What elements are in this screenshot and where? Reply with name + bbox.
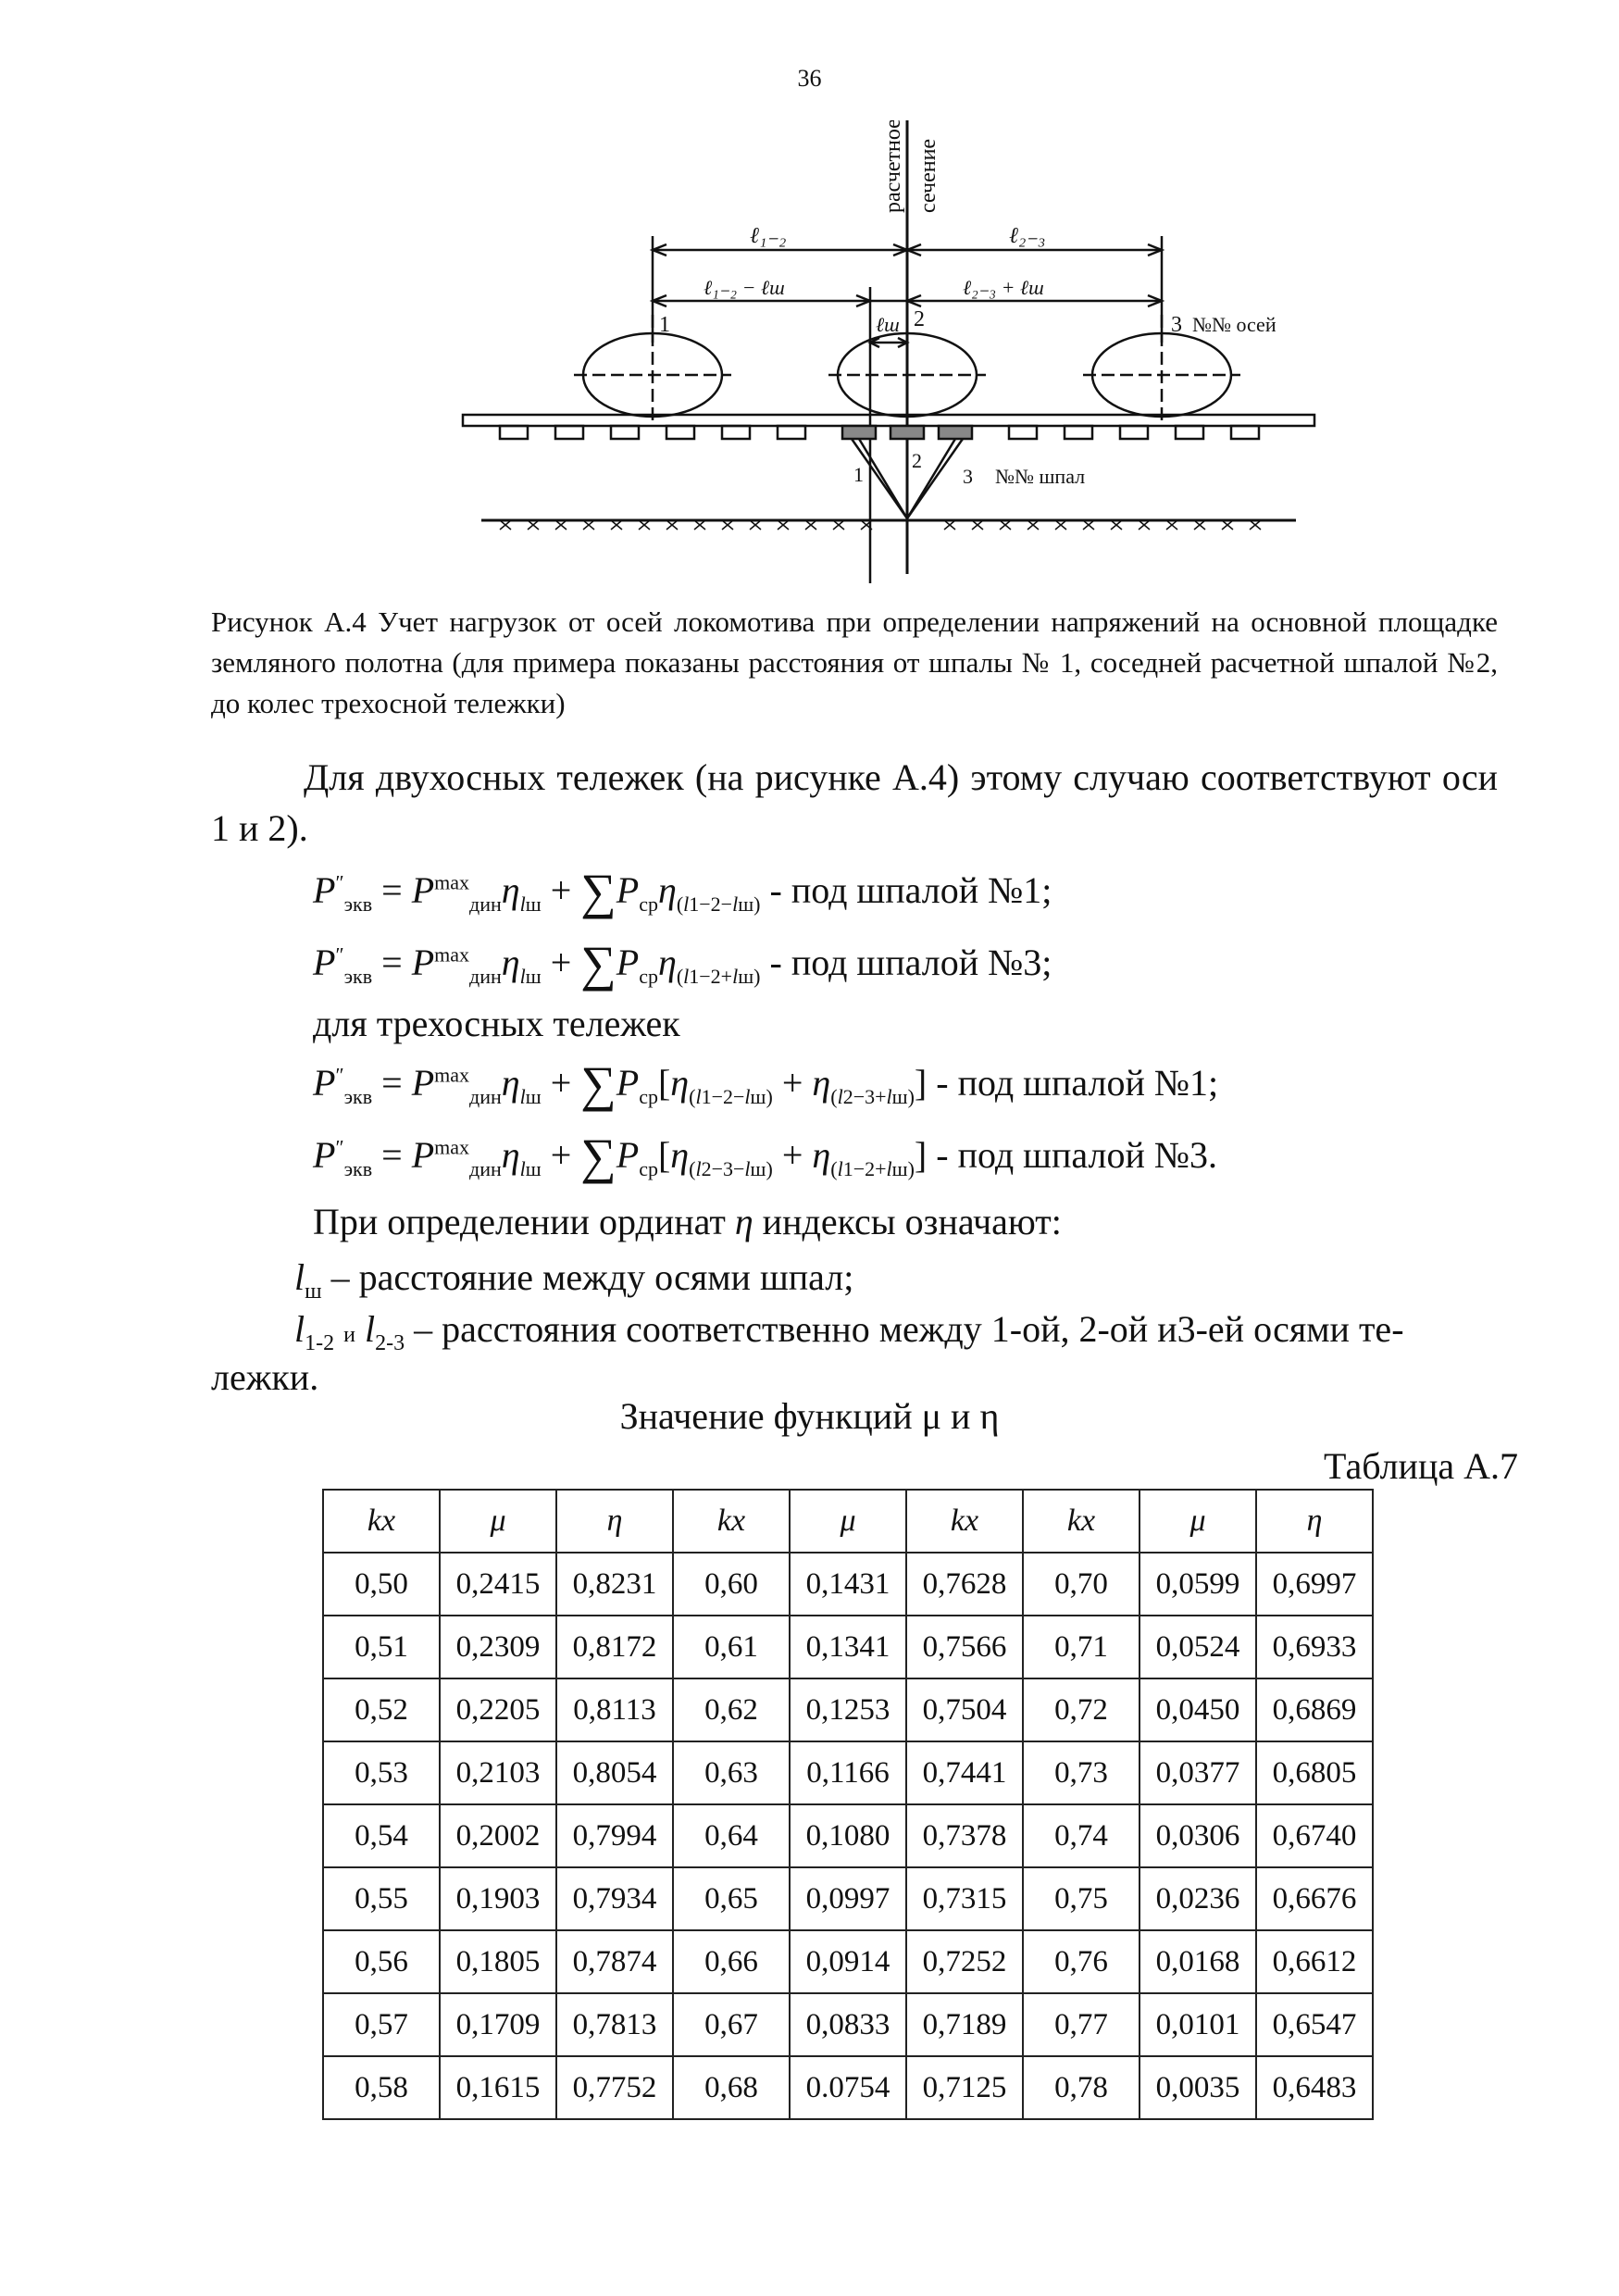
table-row bbox=[323, 2056, 1373, 2119]
sleepers-label: №№ шпал bbox=[995, 465, 1086, 488]
table-cell: 0,6997 bbox=[1256, 1553, 1373, 1616]
table-cell: 0,60 bbox=[673, 1553, 790, 1616]
table-cell: 0,50 bbox=[323, 1553, 440, 1616]
dim-l12: ℓ₁₋₂ bbox=[750, 224, 787, 248]
table-cell: 0,2103 bbox=[440, 1741, 556, 1804]
table-cell: 0,78 bbox=[1023, 2056, 1140, 2119]
table-cell: 0,0377 bbox=[1140, 1741, 1256, 1804]
dim-l23-plus: ℓ₂₋₃ + ℓш bbox=[963, 276, 1044, 299]
table-cell: 0,54 bbox=[323, 1804, 440, 1867]
table-cell: 0,2415 bbox=[440, 1553, 556, 1616]
table-cell: 0,8113 bbox=[556, 1678, 673, 1741]
formula-3: $P''_{экв} = P^{max}_{дин}\eta_{lш} + \sum P_{ср}[\eta_{(l1-2-lш)} + \eta_{(l2-3+lш)}]$ - под шпалой №1; bbox=[313, 1056, 1219, 1112]
header-cell: kx bbox=[323, 1490, 440, 1553]
table-cell: 0,7752 bbox=[556, 2056, 673, 2119]
formula-4: $P''_{экв} = P^{max}_{дин}\eta_{lш} + \sum P_{ср}[\eta_{(l2-3-lш)} + \eta_{(l1-2+lш)}]$ - под шпалой №3. bbox=[313, 1129, 1218, 1184]
table-cell: 0,0035 bbox=[1140, 2056, 1256, 2119]
table-cell: 0,0524 bbox=[1140, 1616, 1256, 1678]
table-cell: 0,7315 bbox=[906, 1867, 1023, 1930]
table-cell: 0,0997 bbox=[790, 1867, 906, 1930]
table-cell: 0,8172 bbox=[556, 1616, 673, 1678]
definition-lsh: $l_ш$ – расстояние между осями шпал; bbox=[294, 1256, 854, 1304]
header-cell: μ bbox=[440, 1490, 556, 1553]
section-label-2: сечение bbox=[916, 138, 940, 213]
table-cell: 0,55 bbox=[323, 1867, 440, 1930]
table-cell: 0,1253 bbox=[790, 1678, 906, 1741]
table-cell: 0,6869 bbox=[1256, 1678, 1373, 1741]
table-cell: 0,57 bbox=[323, 1993, 440, 2056]
table-cell: 0,76 bbox=[1023, 1930, 1140, 1993]
table-row bbox=[323, 1678, 1373, 1741]
para2-symbol: η bbox=[734, 1201, 753, 1242]
definition-l12-l23: $l_{1-2}$ и $l_{2-3}$ – расстояния соответственно между 1-ой, 2-ой и3-ей осями те- bbox=[294, 1308, 1404, 1355]
section-label: расчетное bbox=[881, 120, 905, 213]
table-cell: 0,61 bbox=[673, 1616, 790, 1678]
formula-2-note: - под шпалой №3; bbox=[769, 942, 1052, 983]
para2-prefix: При определении ординат bbox=[313, 1201, 726, 1242]
table-cell: 0,67 bbox=[673, 1993, 790, 2056]
table-cell: 0,8054 bbox=[556, 1741, 673, 1804]
table-cell: 0,7566 bbox=[906, 1616, 1023, 1678]
table-row bbox=[323, 1553, 1373, 1616]
rail bbox=[463, 415, 1314, 426]
table-cell: 0,77 bbox=[1023, 1993, 1140, 2056]
table-cell: 0,0306 bbox=[1140, 1804, 1256, 1867]
table-cell: 0,0168 bbox=[1140, 1930, 1256, 1993]
formula-4-note: - под шпалой №3. bbox=[936, 1134, 1218, 1176]
header-cell: kx bbox=[906, 1490, 1023, 1553]
formula-2: $P''_{экв} = P^{max}_{дин}\eta_{lш} + \sum P_{ср}\eta_{(l1-2+lш)}$ - под шпалой №3; bbox=[313, 936, 1052, 992]
table-cell: 0,65 bbox=[673, 1867, 790, 1930]
axles-label: №№ осей bbox=[1192, 313, 1277, 336]
figure-a4 bbox=[444, 120, 1333, 583]
table-cell: 0,7874 bbox=[556, 1930, 673, 1993]
sleeper-2-label: 2 bbox=[912, 449, 922, 472]
table-cell: 0,0599 bbox=[1140, 1553, 1256, 1616]
definition-continuation: лежки. bbox=[211, 1356, 319, 1398]
table-cell: 0,51 bbox=[323, 1616, 440, 1678]
table-cell: 0,1166 bbox=[790, 1741, 906, 1804]
table-cell: 0,52 bbox=[323, 1678, 440, 1741]
table-cell: 0,1805 bbox=[440, 1930, 556, 1993]
table-cell: 0,75 bbox=[1023, 1867, 1140, 1930]
table-cell: 0,6805 bbox=[1256, 1741, 1373, 1804]
formula-3-note: - под шпалой №1; bbox=[936, 1062, 1219, 1104]
table-cell: 0,7252 bbox=[906, 1930, 1023, 1993]
table-row bbox=[323, 1616, 1373, 1678]
table-cell: 0,62 bbox=[673, 1678, 790, 1741]
table-cell: 0,1903 bbox=[440, 1867, 556, 1930]
table-cell: 0,7441 bbox=[906, 1741, 1023, 1804]
table-row bbox=[323, 1741, 1373, 1804]
table-cell: 0,1709 bbox=[440, 1993, 556, 2056]
table-cell: 0,64 bbox=[673, 1804, 790, 1867]
table-cell: 0,7378 bbox=[906, 1804, 1023, 1867]
formula-1: $P''_{экв} = P^{max}_{дин}\eta_{lш} + \sum P_{ср}\eta_{(l1-2-lш)}$ - под шпалой №1; bbox=[313, 864, 1052, 919]
table-cell: 0,63 bbox=[673, 1741, 790, 1804]
table-cell: 0,6676 bbox=[1256, 1867, 1373, 1930]
locomotive-load-diagram bbox=[444, 120, 1333, 583]
table-cell: 0,1615 bbox=[440, 2056, 556, 2119]
table-row bbox=[323, 1930, 1373, 1993]
dim-l23: ℓ₂₋₃ bbox=[1009, 224, 1046, 248]
table-cell: 0,53 bbox=[323, 1741, 440, 1804]
table-cell: 0,70 bbox=[1023, 1553, 1140, 1616]
table-cell: 0,2002 bbox=[440, 1804, 556, 1867]
table-cell: 0.0754 bbox=[790, 2056, 906, 2119]
table-cell: 0,6612 bbox=[1256, 1930, 1373, 1993]
sleepers bbox=[500, 426, 1259, 439]
table-cell: 0,1341 bbox=[790, 1616, 906, 1678]
table-cell: 0,66 bbox=[673, 1930, 790, 1993]
dim-l12-minus: ℓ₁₋₂ − ℓш bbox=[704, 276, 785, 299]
table-cell: 0,56 bbox=[323, 1930, 440, 1993]
header-cell: kx bbox=[673, 1490, 790, 1553]
table-cell: 0,2205 bbox=[440, 1678, 556, 1741]
table-cell: 0,7813 bbox=[556, 1993, 673, 2056]
table-cell: 0,6483 bbox=[1256, 2056, 1373, 2119]
paragraph-indices bbox=[313, 1196, 1516, 1247]
header-cell: η bbox=[556, 1490, 673, 1553]
header-cell: μ bbox=[1140, 1490, 1256, 1553]
table-cell: 0,1431 bbox=[790, 1553, 906, 1616]
paragraph-two-axle: Для двухосных тележек (на рисунке А.4) этому случаю соответствуют оси 1 и 2). bbox=[211, 756, 1498, 850]
table-cell: 0,7934 bbox=[556, 1867, 673, 1930]
formula-1-note: - под шпалой №1; bbox=[769, 869, 1052, 911]
para2-suffix: индексы означают: bbox=[762, 1201, 1062, 1242]
table-cell: 0,0833 bbox=[790, 1993, 906, 2056]
table-cell: 0,7994 bbox=[556, 1804, 673, 1867]
table-cell: 0,7504 bbox=[906, 1678, 1023, 1741]
figure-caption: Рисунок А.4 Учет нагрузок от осей локомотива при определении напряжений на основной площадке земляного полотна (для примера показаны расстояния от шпалы № 1, соседней расчетной шпалой №2, до колес трехосной тележки) bbox=[211, 605, 1498, 720]
header-cell: η bbox=[1256, 1490, 1373, 1553]
table-header-row bbox=[323, 1490, 1373, 1553]
table-cell: 0,73 bbox=[1023, 1741, 1140, 1804]
table-row bbox=[323, 1867, 1373, 1930]
table-cell: 0,8231 bbox=[556, 1553, 673, 1616]
axle-3-label: 3 bbox=[1171, 313, 1182, 337]
table-cell: 0,6547 bbox=[1256, 1993, 1373, 2056]
axle-1-label: 1 bbox=[659, 313, 670, 337]
table-cell: 0,74 bbox=[1023, 1804, 1140, 1867]
axle-2-label: 2 bbox=[914, 307, 925, 331]
table-cell: 0,6933 bbox=[1256, 1616, 1373, 1678]
table-cell: 0,58 bbox=[323, 2056, 440, 2119]
table-cell: 0,6740 bbox=[1256, 1804, 1373, 1867]
page-number: 36 bbox=[797, 65, 822, 92]
table-cell: 0,0914 bbox=[790, 1930, 906, 1993]
table-cell: 0,0101 bbox=[1140, 1993, 1256, 2056]
table-cell: 0,71 bbox=[1023, 1616, 1140, 1678]
table-cell: 0,2309 bbox=[440, 1616, 556, 1678]
header-cell: μ bbox=[790, 1490, 906, 1553]
dim-lsh: ℓш bbox=[876, 313, 900, 336]
table-row bbox=[323, 1804, 1373, 1867]
table-cell: 0,1080 bbox=[790, 1804, 906, 1867]
table-title: Значение функций μ и η bbox=[619, 1395, 1000, 1437]
table-cell: 0,68 bbox=[673, 2056, 790, 2119]
table-cell: 0,0236 bbox=[1140, 1867, 1256, 1930]
table-row bbox=[323, 1993, 1373, 2056]
function-values-table bbox=[322, 1489, 1374, 2120]
three-axle-label: для трехосных тележек bbox=[313, 1003, 680, 1044]
sleeper-1-label: 1 bbox=[853, 463, 864, 486]
table-cell: 0,7189 bbox=[906, 1993, 1023, 2056]
sleeper-3-label: 3 bbox=[963, 465, 973, 488]
table-cell: 0,7125 bbox=[906, 2056, 1023, 2119]
table-number: Таблица А.7 bbox=[1324, 1445, 1518, 1487]
table-cell: 0,7628 bbox=[906, 1553, 1023, 1616]
table-cell: 0,72 bbox=[1023, 1678, 1140, 1741]
table-cell: 0,0450 bbox=[1140, 1678, 1256, 1741]
header-cell: kx bbox=[1023, 1490, 1140, 1553]
